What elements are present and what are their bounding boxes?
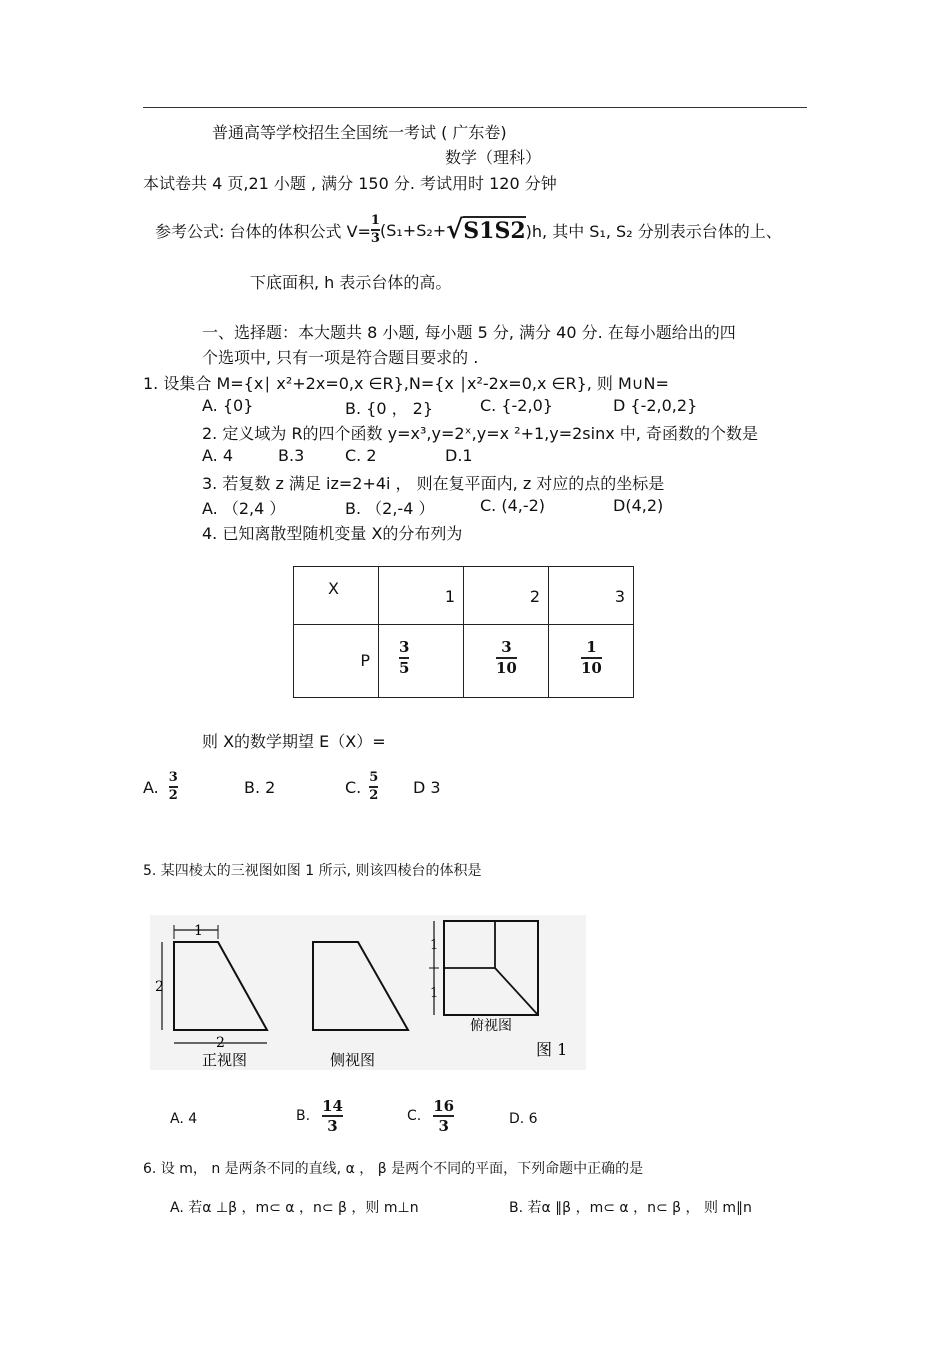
q1-option-b: B. {0 ， 2} (345, 399, 434, 418)
q2-option-c: C. 2 (345, 446, 377, 465)
table-row (294, 625, 634, 698)
table-cell: P (294, 625, 379, 698)
top-view-label: 俯视图 (470, 1018, 512, 1034)
exam-subtitle: 数学（理科） (445, 148, 542, 167)
section1-line1: 一、选择题：本大题共 8 小题, 每小题 5 分, 满分 40 分. 在每小题给出的四 (202, 323, 736, 342)
reference-formula (155, 208, 782, 252)
q3-option-b: B. （2,-4 ） (345, 499, 435, 518)
q6-option-b: B. 若α ∥β ，m⊂ α ，n⊂ β ， 则 m∥n (509, 1200, 752, 1216)
q6-option-a: A. 若α ⊥β ，m⊂ α ，n⊂ β ，则 m⊥n (170, 1200, 419, 1216)
formula-prefix: 参考公式: 台体的体积公式 V= (155, 221, 371, 241)
q4-option-c: C. $\frac{5}{2}$ (345, 769, 379, 803)
q4-c-fraction: $\frac{5}{2}$ (369, 769, 379, 803)
q1-option-a: A. {0} (202, 396, 254, 415)
exam-title: 普通高等学校招生全国统一考试 ( 广东卷) (212, 123, 507, 142)
table-cell (464, 625, 549, 698)
dim-top: 1 (194, 923, 203, 939)
p-fraction: 1 10 (581, 638, 602, 677)
dim-t2: 1 (430, 986, 439, 1001)
sqrt-icon: √ (446, 215, 464, 245)
q5-b-fraction: $\frac{14}{3}$ (322, 1096, 343, 1135)
table-cell: 3 (549, 567, 634, 625)
q3-option-a: A. （2,4 ） (202, 499, 286, 518)
q5-c-fraction: $\frac{16}{3}$ (433, 1096, 455, 1135)
q3-stem: 3. 若复数 z 满足 iz=2+4i ， 则在复平面内, z 对应的点的坐标是 (202, 474, 665, 493)
p-fraction: 3 5 (399, 638, 410, 677)
table-cell: 1 (379, 567, 464, 625)
formula-frac-den: 3 (370, 231, 380, 246)
section1-line2: 个选项中, 只有一项是符合题目要求的 . (202, 348, 479, 367)
q2-option-a: A. 4 (202, 446, 234, 465)
exam-info: 本试卷共 4 页,21 小题 , 满分 150 分. 考试用时 120 分钟 (143, 174, 557, 193)
q5-option-b: B. $\frac{14}{3}$ (296, 1096, 343, 1135)
q2-stem: 2. 定义域为 R的四个函数 y=x³,y=2ˣ,y=x ²+1,y=2sinx 中, 奇函数的个数是 (202, 424, 758, 443)
header-rule (143, 107, 807, 108)
p-fraction: 3 10 (496, 638, 517, 677)
q4-option-d: D 3 (413, 778, 441, 797)
q3-option-d: D(4,2) (613, 496, 664, 515)
q4-a-fraction: $\frac{3}{2}$ (168, 769, 178, 803)
formula-suffix: )h, 其中 S₁, S₂ 分别表示台体的上、 (525, 221, 782, 241)
dim-bottom: 2 (216, 1035, 225, 1051)
table-cell (379, 625, 464, 698)
q2-option-b: B.3 (278, 446, 305, 465)
q5-option-a: A. 4 (170, 1111, 198, 1127)
q1-option-d: D {-2,0,2} (613, 396, 698, 415)
q5-option-d: D. 6 (509, 1111, 538, 1127)
three-view-figure (150, 915, 586, 1070)
q4-option-b: B. 2 (244, 778, 276, 797)
q1-option-c: C. {-2,0} (480, 396, 553, 415)
q2-option-d: D.1 (445, 446, 473, 465)
distribution-table (293, 566, 634, 698)
q1-stem: 1. 设集合 M={x∣ x²+2x=0,x ∈R},N={x ∣x²-2x=0,x ∈R}, 则 M∪N= (143, 374, 669, 393)
side-view-label: 侧视图 (330, 1051, 376, 1069)
q3-option-c: C. (4,-2) (480, 496, 546, 515)
q6-stem: 6. 设 m， n 是两条不同的直线, α ， β 是两个不同的平面，下列命题中正确的是 (143, 1161, 644, 1177)
q4-question: 则 X的数学期望 E（X）= (202, 732, 386, 751)
dim-left: 2 (155, 979, 164, 995)
table-cell: 2 (464, 567, 549, 625)
q4-stem: 4. 已知离散型随机变量 X的分布列为 (202, 524, 463, 543)
table-row (294, 567, 634, 625)
formula-mid: (S₁+S₂+ (379, 220, 447, 240)
front-view-label: 正视图 (202, 1051, 248, 1069)
q5-option-c: C. $\frac{16}{3}$ (407, 1096, 455, 1135)
figure-label: 图 1 (536, 1040, 568, 1059)
q4-option-a: A. $\frac{3}{2}$ (143, 769, 178, 803)
formula-fraction (371, 214, 380, 247)
table-cell: X (294, 567, 379, 625)
formula-sqrt-arg: S1S2 (463, 218, 526, 244)
q5-stem: 5. 某四棱太的三视图如图 1 所示, 则该四棱台的体积是 (143, 863, 482, 879)
formula-frac-num: 1 (370, 212, 380, 228)
dim-t1: 1 (430, 938, 439, 953)
table-cell (549, 625, 634, 698)
formula-line2: 下底面积, h 表示台体的高。 (250, 273, 452, 292)
